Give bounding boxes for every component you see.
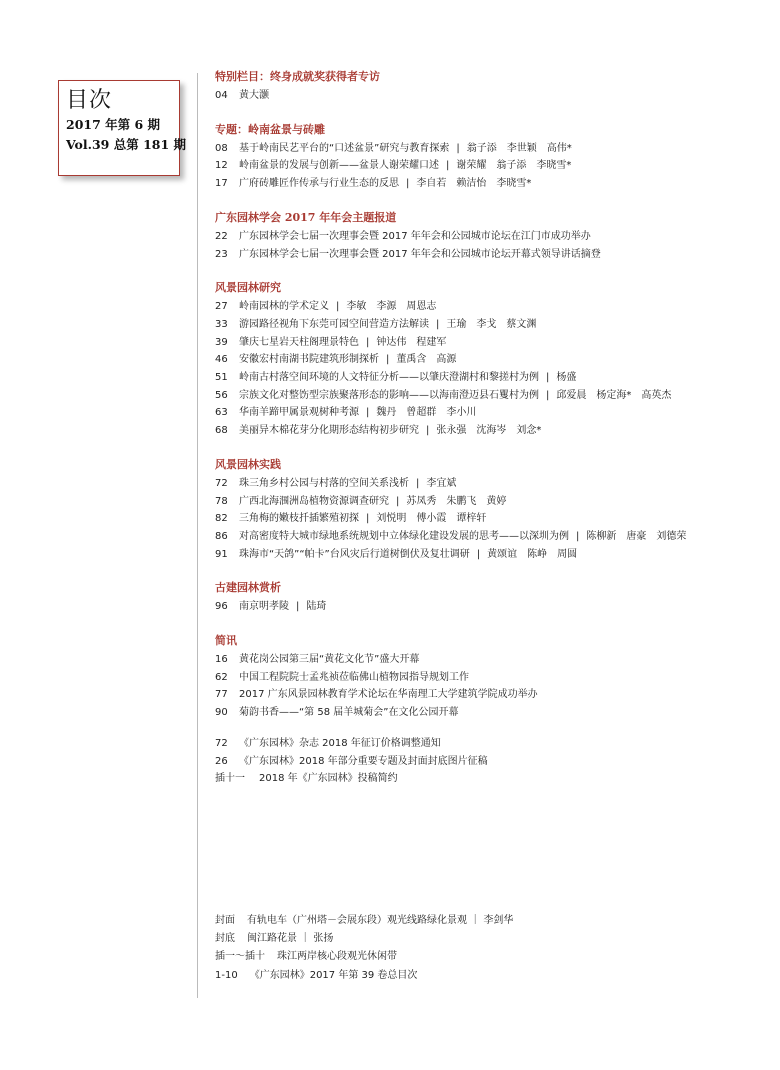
toc-entry[interactable] — [215, 351, 760, 369]
credit-entry — [215, 912, 760, 930]
toc-section — [215, 68, 760, 105]
article-title: 岭南园林的学术定义 — [239, 301, 329, 313]
section-title: 风景园林实践 — [215, 457, 281, 471]
article-authors: 陈柳新 唐豪 刘德荣 — [586, 530, 687, 542]
article-title: 华南羊蹄甲属景观树种考源 — [239, 407, 359, 419]
article-title: 宗族文化对整饬型宗族聚落形态的影响——以海南澄迈县石矍村为例 — [239, 389, 539, 401]
credit-text: 珠江两岸核心段观光休闲带 — [277, 951, 397, 963]
page-number: 23 — [215, 248, 228, 260]
article-authors: 李自若 赖洁怡 李晓雪* — [416, 178, 532, 190]
page-number: 63 — [215, 407, 228, 419]
notice-title: 2018 年《广东园林》投稿简约 — [259, 773, 398, 785]
credit-entry — [215, 948, 760, 966]
toc-entry[interactable] — [215, 493, 760, 511]
article-title: 肇庆七星岩天柱阁理景特色 — [239, 336, 359, 348]
toc-section — [215, 632, 760, 722]
article-authors: 钟达伟 程建军 — [376, 336, 447, 348]
notice-title: 《广东园林》2018 年部分重要专题及封面封底图片征稿 — [239, 755, 488, 767]
toc-entry[interactable] — [215, 686, 760, 704]
vertical-divider — [197, 73, 198, 998]
notice-entry[interactable] — [215, 735, 760, 753]
notice-entry[interactable] — [215, 753, 760, 771]
separator: | — [426, 425, 430, 437]
article-title: 基于岭南民艺平台的“口述盆景”研究与教育探索 — [239, 142, 450, 154]
toc-entry[interactable] — [215, 475, 760, 493]
separator: | — [476, 548, 481, 560]
article-authors: 王瑜 李戈 蔡文渊 — [446, 318, 537, 330]
volume-label: Vol.39 总第 181 期 — [66, 137, 187, 152]
article-title: 南京明孝陵 — [239, 601, 289, 613]
page-number: 33 — [215, 318, 228, 330]
section-title: 古建园林赏析 — [215, 581, 281, 595]
article-title: 黄花岗公园第三届“黄花文化节”盛大开幕 — [239, 654, 420, 666]
separator: | — [446, 160, 450, 172]
separator: | — [546, 372, 550, 384]
toc-entry[interactable] — [215, 422, 760, 440]
article-title: 三角梅的嫩枝扦插繁殖初探 — [239, 513, 359, 525]
article-authors: 邱爱晨 杨定海* 高英杰 — [556, 389, 672, 401]
article-authors: 刘悦明 傅小霞 谭梓轩 — [376, 513, 487, 525]
page-number: 39 — [215, 336, 228, 348]
toc-entry[interactable] — [215, 528, 760, 546]
article-title: 对高密度特大城市绿地系统规划中立体绿化建设发展的思考——以深圳为例 — [239, 530, 569, 542]
misc-notices — [215, 735, 760, 788]
article-title: 广府砖雕匠作传承与行业生态的反思 — [239, 178, 399, 190]
article-title: 黄大灏 — [239, 90, 269, 101]
article-title: 广东园林学会七届一次理事会暨 2017 年年会和公园城市论坛开幕式领导讲话摘登 — [239, 248, 601, 260]
issue-label: 2017 年第 6 期 — [66, 117, 161, 132]
credit-entry — [215, 967, 760, 985]
toc-entry[interactable] — [215, 704, 760, 722]
page-number: 17 — [215, 178, 228, 190]
page-number: 90 — [215, 707, 228, 719]
page-number: 82 — [215, 513, 228, 525]
article-title: 中国工程院院士孟兆祯莅临佛山植物园指导规划工作 — [239, 671, 469, 683]
notice-entry[interactable] — [215, 770, 760, 788]
page-number: 72 — [215, 477, 228, 489]
toc-entry[interactable] — [215, 175, 760, 193]
page-number: 62 — [215, 671, 228, 683]
article-authors: 黄颂谊 陈峥 周圆 — [487, 548, 578, 560]
section-title: 简讯 — [215, 634, 237, 648]
article-authors: 张永强 沈海岑 刘念* — [436, 425, 542, 437]
article-title: 美丽异木棉花芽分化期形态结构初步研究 — [239, 425, 419, 437]
page-number: 26 — [215, 755, 228, 767]
page-number: 22 — [215, 230, 228, 242]
page-number: 16 — [215, 654, 228, 666]
article-title: 广西北海涠洲岛植物资源调查研究 — [239, 495, 389, 507]
separator: | — [576, 530, 580, 542]
article-title: 安徽宏村南湖书院建筑形制探析 — [239, 354, 379, 366]
toc-entry[interactable] — [215, 404, 760, 422]
separator: | — [546, 389, 550, 401]
toc-entry[interactable] — [215, 298, 760, 316]
article-authors: 陆琦 — [306, 601, 327, 613]
separator: | — [296, 601, 300, 613]
page-number: 12 — [215, 160, 228, 172]
toc-section — [215, 279, 760, 440]
page-number: 72 — [215, 737, 228, 749]
separator: | — [396, 495, 400, 507]
article-authors: 苏凤秀 朱鹏飞 黄婷 — [406, 495, 507, 507]
credit-text: 有轨电车（广州塔－会展东段）观光线路绿化景观 ｜ 李剑华 — [247, 915, 514, 926]
separator: | — [406, 178, 410, 190]
article-authors: 李敏 李源 周恩志 — [346, 301, 437, 313]
article-title: 珠海市“天鸽”“帕卡”台风灾后行道树倒伏及复壮调研 — [239, 548, 470, 560]
separator: | — [436, 318, 440, 330]
toc-section — [215, 456, 760, 564]
credit-label: 插一～插十 — [215, 951, 265, 963]
toc-entry[interactable] — [215, 669, 760, 687]
toc-entry[interactable] — [215, 228, 760, 246]
separator: | — [456, 142, 460, 154]
page-number: 96 — [215, 601, 228, 613]
toc-entry[interactable] — [215, 369, 760, 387]
toc-entry[interactable] — [215, 157, 760, 175]
toc-entry[interactable] — [215, 598, 760, 616]
article-authors: 翁子添 李世颖 高伟* — [466, 142, 572, 154]
page-number: 91 — [215, 548, 228, 560]
toc-entry[interactable] — [215, 140, 760, 158]
page-number: 56 — [215, 389, 228, 401]
separator: | — [336, 301, 340, 313]
credit-text: 《广东园林》2017 年第 39 卷总目次 — [249, 969, 418, 981]
page-number: 04 — [215, 90, 228, 101]
article-title: 游园路径视角下东莞可园空间营造方法解读 — [239, 318, 429, 330]
toc-entry[interactable] — [215, 246, 760, 264]
article-title: 菊韵书香——“第 58 届羊城菊会”在文化公园开幕 — [239, 707, 459, 719]
image-credits — [215, 912, 760, 985]
masthead-box — [58, 80, 187, 176]
article-authors: 谢荣耀 翁子添 李晓雪* — [456, 160, 572, 172]
separator: | — [366, 513, 370, 525]
toc-entry[interactable] — [215, 651, 760, 669]
page-number: 51 — [215, 372, 228, 384]
toc-entry[interactable] — [215, 316, 760, 334]
article-authors: 杨盛 — [556, 372, 577, 384]
article-authors: 李宜斌 — [426, 477, 457, 489]
separator: | — [416, 477, 420, 489]
credit-entry — [215, 930, 760, 948]
masthead-title: 目次 — [66, 88, 113, 113]
page-number: 86 — [215, 530, 228, 542]
section-title: 风景园林研究 — [215, 281, 281, 295]
toc-section — [215, 579, 760, 616]
page-number: 68 — [215, 425, 228, 437]
toc-entry[interactable] — [215, 546, 760, 564]
page-number: 46 — [215, 354, 228, 366]
toc-entry[interactable] — [215, 510, 760, 528]
toc-entry[interactable] — [215, 387, 760, 405]
toc-section — [215, 209, 760, 263]
separator: | — [386, 354, 390, 366]
toc-entry[interactable] — [215, 334, 760, 352]
toc-entry[interactable] — [215, 87, 760, 105]
article-title: 岭南盆景的发展与创新——盆景人谢荣耀口述 — [239, 160, 439, 172]
separator: | — [366, 407, 370, 419]
credit-text: 闽江路花景 ｜ 张扬 — [247, 933, 334, 945]
page-number: 77 — [215, 689, 228, 701]
page-number: 27 — [215, 301, 228, 313]
article-title: 2017 广东风景园林教育学术论坛在华南理工大学建筑学院成功举办 — [239, 689, 538, 701]
table-of-contents — [215, 68, 760, 804]
article-title: 广东园林学会七届一次理事会暨 2017 年年会和公园城市论坛在江门市成功举办 — [239, 230, 591, 242]
section-title: 特别栏目：终身成就奖获得者专访 — [215, 70, 380, 83]
section-title: 专题：岭南盆景与砖雕 — [215, 122, 325, 136]
article-title: 珠三角乡村公园与村落的空间关系浅析 — [239, 477, 409, 489]
credit-label: 1-10 — [215, 969, 238, 981]
notice-title: 《广东园林》杂志 2018 年征订价格调整通知 — [239, 737, 441, 749]
page-number: 08 — [215, 142, 228, 154]
separator: | — [366, 336, 370, 348]
credit-label: 封底 — [215, 933, 235, 945]
section-title: 广东园林学会 2017 年年会主题报道 — [215, 210, 397, 224]
credit-label: 封面 — [215, 915, 235, 926]
article-title: 岭南古村落空间环境的人文特征分析——以肇庆澄湖村和黎搓村为例 — [239, 372, 539, 384]
article-authors: 董禹含 高源 — [396, 354, 457, 366]
article-authors: 魏丹 曾超群 李小川 — [376, 407, 477, 419]
page-number: 插十一 — [215, 773, 245, 785]
toc-section — [215, 121, 760, 193]
page-number: 78 — [215, 495, 228, 507]
